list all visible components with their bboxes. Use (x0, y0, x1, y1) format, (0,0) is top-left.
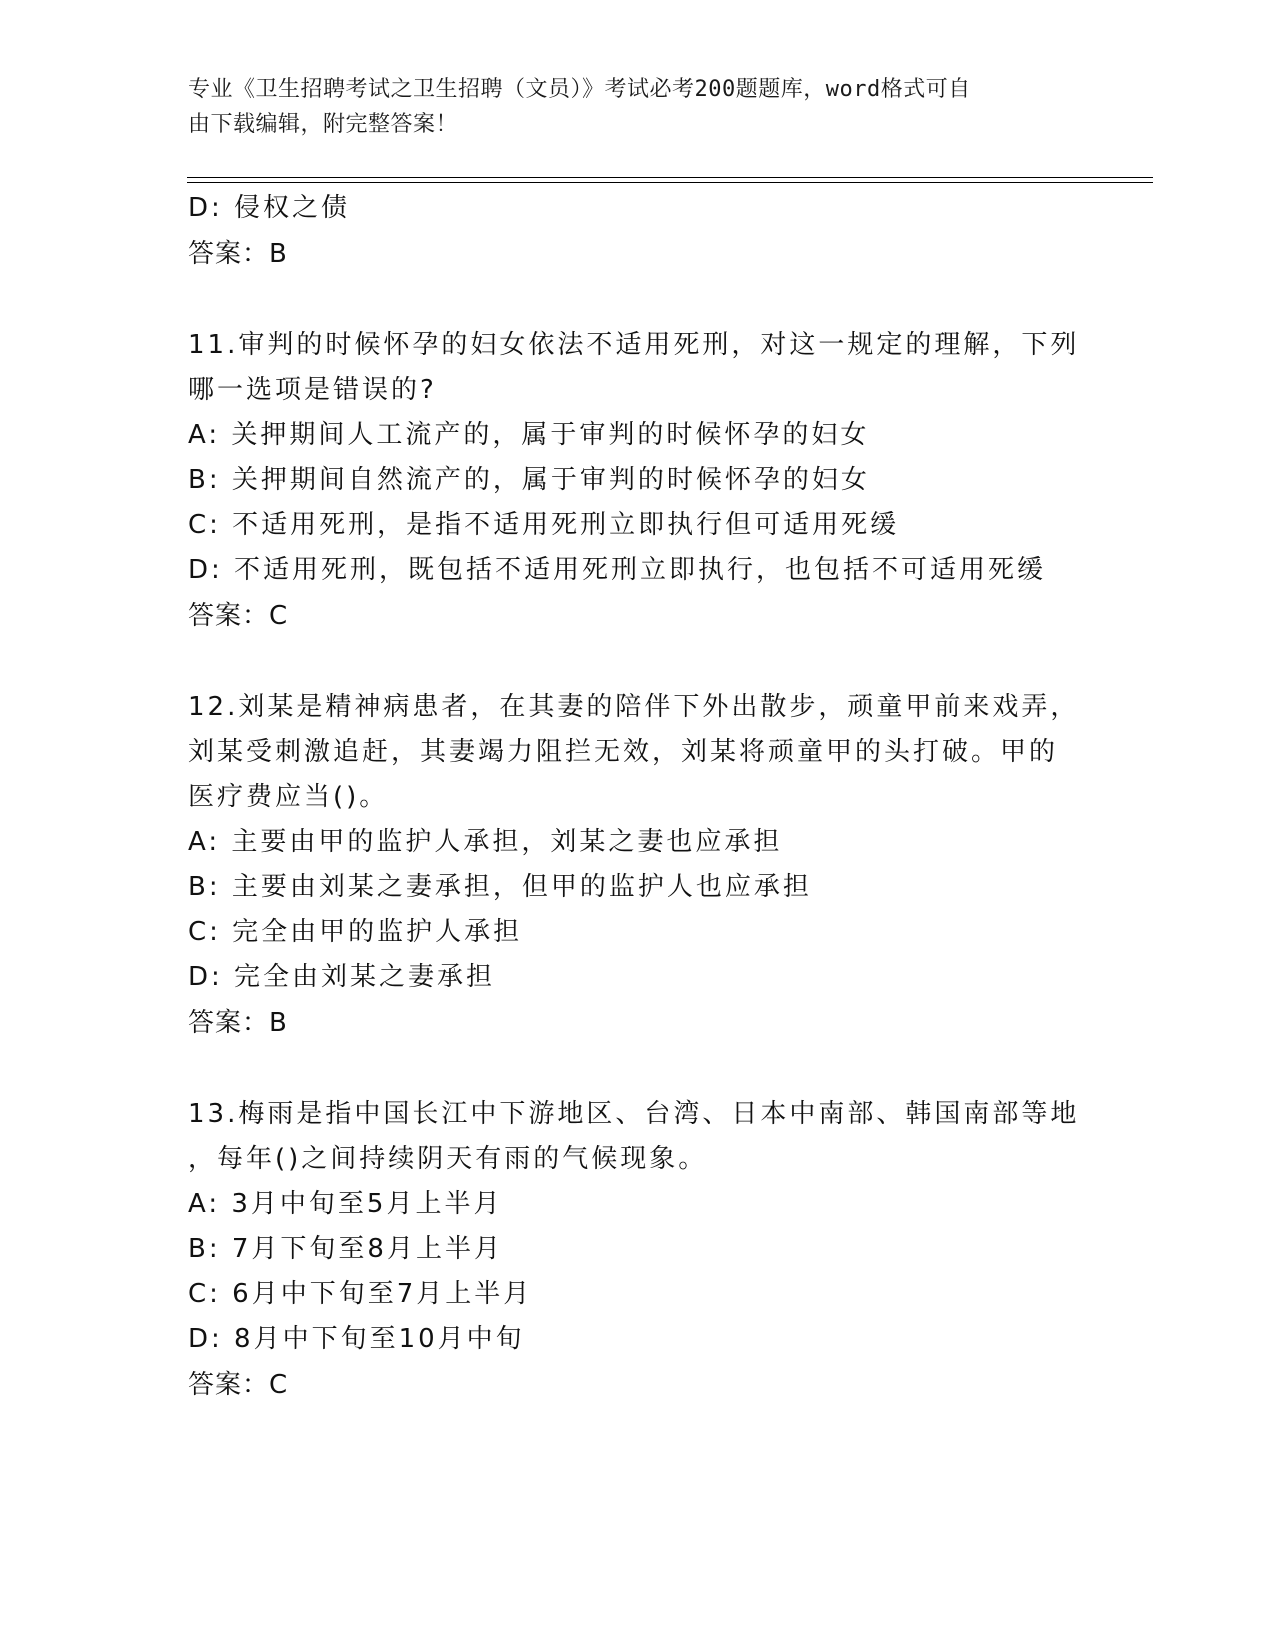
header-rule-top (187, 177, 1153, 178)
document-body (188, 186, 1088, 1408)
answer-line: 答案：C (188, 601, 289, 631)
spacer (188, 639, 1088, 685)
question-11 (188, 323, 1088, 639)
question-stem-line: 刘某受刺激追赶，其妻竭力阻拦无效，刘某将顽童甲的头打破。甲的 (188, 737, 1059, 767)
option-b: B: 主要由刘某之妻承担，但甲的监护人也应承担 (188, 872, 812, 902)
option-a: A: 3月中旬至5月上半月 (188, 1189, 503, 1219)
question-stem-line: ，每年()之间持续阴天有雨的气候现象。 (188, 1144, 708, 1174)
question-13 (188, 1092, 1088, 1408)
previous-question-tail (188, 186, 1088, 277)
option-d: D: 8月中下旬至10月中旬 (188, 1324, 525, 1354)
answer-line: 答案：C (188, 1370, 289, 1400)
question-stem-line: 13.梅雨是指中国长江中下游地区、台湾、日本中南部、韩国南部等地 (188, 1099, 1080, 1129)
option-c: C: 6月中下旬至7月上半月 (188, 1279, 533, 1309)
question-stem-line: 哪一选项是错误的? (188, 375, 437, 405)
header-line-2: 由下载编辑，附完整答案！ (188, 112, 459, 137)
header-line-1: 专业《卫生招聘考试之卫生招聘（文员）》考试必考200题题库，word格式可自 (188, 77, 971, 102)
option-a: A: 关押期间人工流产的，属于审判的时候怀孕的妇女 (188, 420, 870, 450)
option-d: D: 不适用死刑，既包括不适用死刑立即执行，也包括不可适用死缓 (188, 555, 1047, 585)
answer-line: 答案：B (188, 239, 288, 269)
option-d: D: 侵权之债 (188, 193, 351, 223)
answer-line: 答案：B (188, 1008, 288, 1038)
header-rule-bottom (187, 182, 1153, 183)
option-c: C: 不适用死刑，是指不适用死刑立即执行但可适用死缓 (188, 510, 900, 540)
option-c: C: 完全由甲的监护人承担 (188, 917, 523, 947)
question-stem-line: 医疗费应当()。 (188, 782, 389, 812)
page-header (188, 72, 1068, 142)
option-a: A: 主要由甲的监护人承担，刘某之妻也应承担 (188, 827, 783, 857)
question-12 (188, 685, 1088, 1046)
option-b: B: 关押期间自然流产的，属于审判的时候怀孕的妇女 (188, 465, 870, 495)
option-b: B: 7月下旬至8月上半月 (188, 1234, 503, 1264)
question-stem-line: 12.刘某是精神病患者，在其妻的陪伴下外出散步，顽童甲前来戏弄， (188, 692, 1080, 722)
spacer (188, 277, 1088, 323)
spacer (188, 1046, 1088, 1092)
question-stem-line: 11.审判的时候怀孕的妇女依法不适用死刑，对这一规定的理解，下列 (188, 330, 1080, 360)
option-d: D: 完全由刘某之妻承担 (188, 962, 496, 992)
